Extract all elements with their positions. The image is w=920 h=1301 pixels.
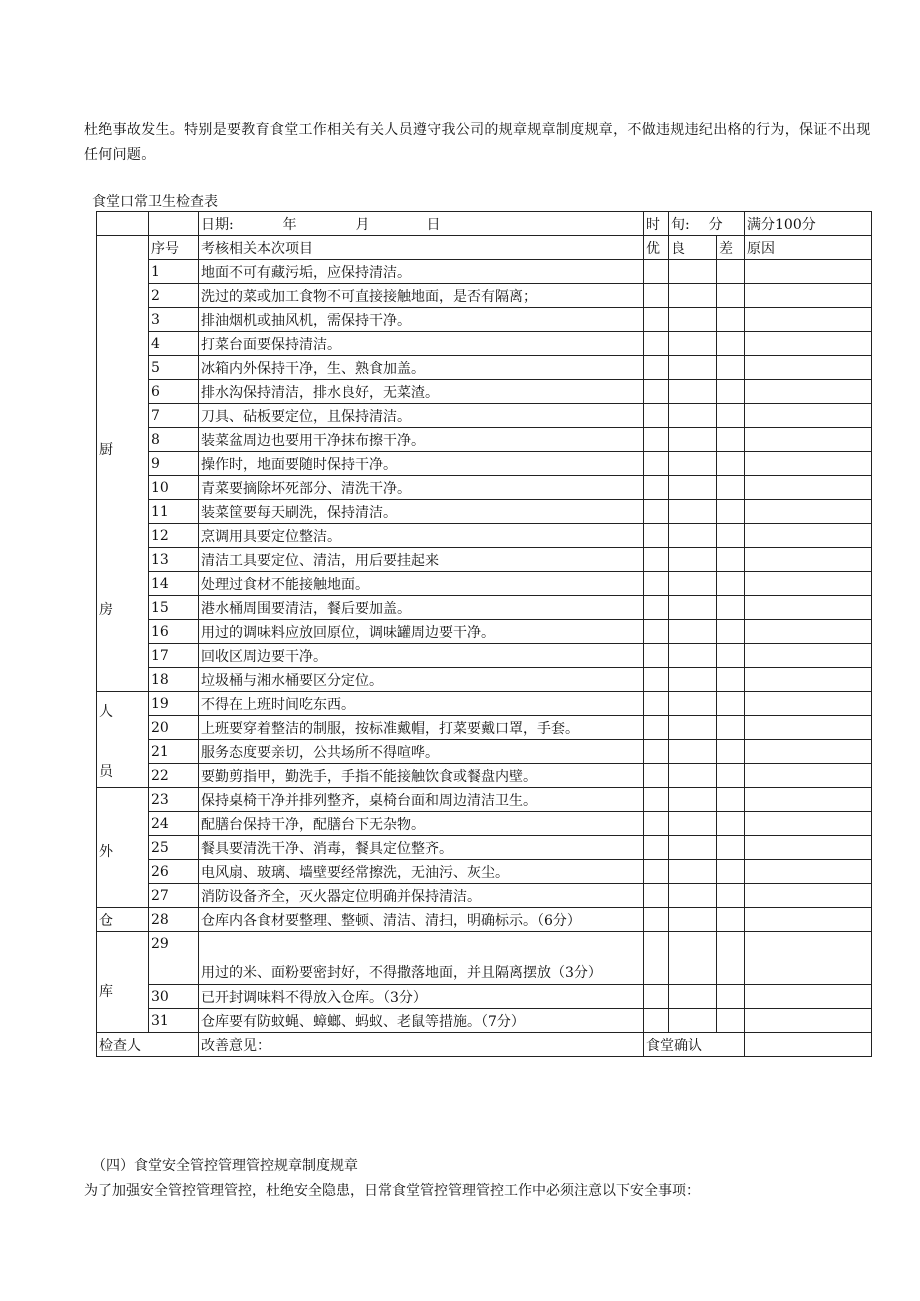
score-good[interactable]: [644, 740, 669, 764]
reason-cell[interactable]: [745, 788, 872, 812]
reason-cell[interactable]: [745, 356, 872, 380]
reason-cell[interactable]: [745, 500, 872, 524]
reason-cell[interactable]: [745, 452, 872, 476]
score-ok[interactable]: [669, 452, 717, 476]
table-row: 库 29 用过的米、面粉要密封好，不得撒落地面，并且隔离摆放（3分）: [97, 932, 872, 985]
score-good[interactable]: [644, 692, 669, 716]
score-bad[interactable]: [717, 644, 745, 668]
score-good[interactable]: [644, 620, 669, 644]
table-row: 24 配膳台保持干净，配膳台下无杂物。: [97, 812, 872, 836]
table-row: 3 排油烟机或抽风机，需保持干净。: [97, 308, 872, 332]
score-bad[interactable]: [717, 764, 745, 788]
score-bad[interactable]: [717, 932, 745, 985]
reason-cell[interactable]: [745, 908, 872, 932]
reason-cell[interactable]: [745, 692, 872, 716]
score-ok[interactable]: [669, 332, 717, 356]
score-ok[interactable]: [669, 716, 717, 740]
score-bad[interactable]: [717, 260, 745, 284]
score-bad[interactable]: [717, 476, 745, 500]
score-ok[interactable]: [669, 260, 717, 284]
reason-cell[interactable]: [745, 596, 872, 620]
score-bad[interactable]: [717, 596, 745, 620]
score-good[interactable]: [644, 668, 669, 692]
score-good[interactable]: [644, 788, 669, 812]
score-bad[interactable]: [717, 356, 745, 380]
score-ok[interactable]: [669, 740, 717, 764]
reason-cell[interactable]: [745, 380, 872, 404]
score-ok[interactable]: [669, 284, 717, 308]
score-good[interactable]: [644, 476, 669, 500]
reason-cell[interactable]: [745, 476, 872, 500]
score-bad[interactable]: [717, 284, 745, 308]
score-ok[interactable]: [669, 356, 717, 380]
reason-cell[interactable]: [745, 884, 872, 908]
improvement-field[interactable]: [199, 1033, 644, 1057]
improvement-label: 改善意见：: [201, 1037, 271, 1054]
table-row: 18 垃圾桶与湘水桶要区分定位。: [97, 668, 872, 692]
col-item: 考核相关本次项目: [199, 236, 644, 260]
category-outside: 外: [97, 788, 149, 908]
score-good[interactable]: [644, 836, 669, 860]
score-good[interactable]: [644, 500, 669, 524]
year-label: 年: [282, 216, 297, 233]
score-good[interactable]: [644, 428, 669, 452]
score-ok[interactable]: [669, 788, 717, 812]
table-row: 17 回收区周边要干净。: [97, 644, 872, 668]
score-good[interactable]: [644, 524, 669, 548]
category-store-1: 仓: [97, 908, 149, 932]
hygiene-checklist-table: [96, 211, 872, 1057]
reason-cell[interactable]: [745, 260, 872, 284]
inspector-label: 检查人: [97, 1033, 199, 1057]
score-ok[interactable]: [669, 812, 717, 836]
table-row: 30 已开封调味料不得放入仓库。（3分）: [97, 985, 872, 1009]
score-good[interactable]: [644, 812, 669, 836]
score-good[interactable]: [644, 380, 669, 404]
score-ok[interactable]: [669, 884, 717, 908]
score-ok[interactable]: [669, 668, 717, 692]
score-good[interactable]: [644, 596, 669, 620]
hour-label: 时: [644, 212, 669, 236]
reason-cell[interactable]: [745, 860, 872, 884]
score-bad[interactable]: [717, 428, 745, 452]
reason-cell[interactable]: [745, 716, 872, 740]
table-row: 20 上班要穿着整洁的制服，按标准戴帽，打菜要戴口罩，手套。: [97, 716, 872, 740]
xun-label: 旬:: [671, 216, 690, 233]
section-4-heading: （四）食堂安全管控管理管控规章制度规章: [92, 1158, 358, 1174]
day-label: 日: [426, 216, 441, 233]
category-store-2: 库: [97, 932, 149, 1033]
score-bad[interactable]: [717, 524, 745, 548]
table-row: 31 仓库要有防蚊蝇、蟑螂、蚂蚁、老鼠等措施。（7分）: [97, 1009, 872, 1033]
score-ok[interactable]: [669, 908, 717, 932]
score-good[interactable]: [644, 1009, 669, 1033]
reason-cell[interactable]: [745, 985, 872, 1009]
score-bad[interactable]: [717, 884, 745, 908]
score-bad[interactable]: [717, 716, 745, 740]
canteen-confirm-field[interactable]: [745, 1033, 872, 1057]
col-seq: 序号: [149, 236, 199, 260]
score-ok[interactable]: [669, 836, 717, 860]
score-good[interactable]: [644, 572, 669, 596]
score-ok[interactable]: [669, 596, 717, 620]
score-ok[interactable]: [669, 548, 717, 572]
xun-minute-cell: [669, 212, 745, 236]
reason-cell[interactable]: [745, 764, 872, 788]
score-good[interactable]: [644, 548, 669, 572]
table-row: 1 地面不可有藏污垢，应保持清洁。: [97, 260, 872, 284]
reason-cell[interactable]: [745, 932, 872, 985]
reason-cell[interactable]: [745, 308, 872, 332]
score-ok[interactable]: [669, 524, 717, 548]
table-row: 14 处理过食材不能接触地面。: [97, 572, 872, 596]
score-bad[interactable]: [717, 620, 745, 644]
reason-cell[interactable]: [745, 620, 872, 644]
col-bad: 差: [717, 236, 745, 260]
score-bad[interactable]: [717, 332, 745, 356]
score-ok[interactable]: [669, 860, 717, 884]
score-bad[interactable]: [717, 500, 745, 524]
score-good[interactable]: [644, 884, 669, 908]
score-good[interactable]: [644, 260, 669, 284]
table-row: 人 员 19 不得在上班时间吃东西。: [97, 692, 872, 716]
column-header-row: [97, 236, 872, 260]
table-row: 6 排水沟保持清洁，排水良好，无菜渣。: [97, 380, 872, 404]
score-ok[interactable]: [669, 476, 717, 500]
score-good[interactable]: [644, 308, 669, 332]
intro-paragraph: 杜绝事故发生。特别是要教育食堂工作相关有关人员遵守我公司的规章规章制度规章，不做违规违纪出格的行为，保证不出现任何问题。: [84, 122, 871, 163]
score-ok[interactable]: [669, 308, 717, 332]
table-row: 仓 28 仓库内各食材要整理、整顿、清洁、清扫，明确标示。（6分）: [97, 908, 872, 932]
table-row: 27 消防设备齐全，灭火器定位明确并保持清洁。: [97, 884, 872, 908]
score-bad[interactable]: [717, 985, 745, 1009]
reason-cell[interactable]: [745, 1009, 872, 1033]
date-cell: [199, 212, 644, 236]
score-bad[interactable]: [717, 572, 745, 596]
score-bad[interactable]: [717, 308, 745, 332]
date-label: 日期:: [201, 216, 234, 233]
score-bad[interactable]: [717, 548, 745, 572]
score-ok[interactable]: [669, 764, 717, 788]
score-bad[interactable]: [717, 380, 745, 404]
category-staff: 人 员: [97, 692, 149, 788]
section-4-paragraph: 为了加强安全管控管理管控，杜绝安全隐患，日常食堂管控管理管控工作中必须注意以下安全事项：: [84, 1183, 700, 1199]
header-row: [97, 212, 872, 236]
table-row: 9 操作时，地面要随时保持干净。: [97, 452, 872, 476]
reason-cell[interactable]: [745, 812, 872, 836]
score-good[interactable]: [644, 404, 669, 428]
score-ok[interactable]: [669, 1009, 717, 1033]
table-row: 外 23 保持桌椅干净并排列整齐，桌椅台面和周边清洁卫生。: [97, 788, 872, 812]
col-reason: 原因: [745, 236, 872, 260]
score-bad[interactable]: [717, 860, 745, 884]
table-row: 5 冰箱内外保持干净，生、熟食加盖。: [97, 356, 872, 380]
table-row: 15 港水桶周围要清洁，餐后要加盖。: [97, 596, 872, 620]
reason-cell[interactable]: [745, 428, 872, 452]
table-row: 8 装菜盆周边也要用干净抹布擦干净。: [97, 428, 872, 452]
table-row: 16 用过的调味料应放回原位，调味罐周边要干净。: [97, 620, 872, 644]
score-good[interactable]: [644, 908, 669, 932]
score-ok[interactable]: [669, 380, 717, 404]
reason-cell[interactable]: [745, 404, 872, 428]
score-ok[interactable]: [669, 692, 717, 716]
score-ok[interactable]: [669, 404, 717, 428]
col-good: 优: [644, 236, 669, 260]
reason-cell[interactable]: [745, 836, 872, 860]
score-bad[interactable]: [717, 1009, 745, 1033]
score-ok[interactable]: [669, 932, 717, 985]
table-row: 2 洗过的菜或加工食物不可直接接触地面，是否有隔离；: [97, 284, 872, 308]
score-good[interactable]: [644, 860, 669, 884]
signature-row: [97, 1033, 872, 1057]
score-ok[interactable]: [669, 572, 717, 596]
reason-cell[interactable]: [745, 524, 872, 548]
score-bad[interactable]: [717, 788, 745, 812]
table-row: 7 刀具、砧板要定位，且保持清洁。: [97, 404, 872, 428]
canteen-confirm-label: 食堂确认: [644, 1033, 745, 1057]
score-bad[interactable]: [717, 908, 745, 932]
table-row: 10 青菜要摘除坏死部分、清洗干净。: [97, 476, 872, 500]
reason-cell[interactable]: [745, 668, 872, 692]
score-bad[interactable]: [717, 740, 745, 764]
score-bad[interactable]: [717, 812, 745, 836]
score-bad[interactable]: [717, 836, 745, 860]
score-ok[interactable]: [669, 428, 717, 452]
score-good[interactable]: [644, 764, 669, 788]
score-good[interactable]: [644, 644, 669, 668]
reason-cell[interactable]: [745, 284, 872, 308]
score-good[interactable]: [644, 332, 669, 356]
full-score-label: 满分100分: [745, 212, 872, 236]
table-row: 13 清洁工具要定位、清洁，用后要挂起来: [97, 548, 872, 572]
table-row: 21 服务态度要亲切，公共场所不得喧哗。: [97, 740, 872, 764]
table-row: 25 餐具要清洗干净、消毒，餐具定位整齐。: [97, 836, 872, 860]
category-kitchen: 厨 房: [97, 236, 149, 692]
score-ok[interactable]: [669, 500, 717, 524]
score-bad[interactable]: [717, 404, 745, 428]
score-good[interactable]: [644, 356, 669, 380]
month-label: 月: [355, 216, 370, 233]
score-bad[interactable]: [717, 452, 745, 476]
score-ok[interactable]: [669, 620, 717, 644]
score-good[interactable]: [644, 284, 669, 308]
minute-label: 分: [708, 216, 723, 233]
col-ok: 良: [669, 236, 717, 260]
table-row: 26 电风扇、玻璃、墙壁要经常擦洗，无油污、灰尘。: [97, 860, 872, 884]
table-title: 食堂口常卫生检查表: [92, 194, 218, 210]
score-ok[interactable]: [669, 985, 717, 1009]
table-row: 22 要勤剪指甲，勤洗手，手指不能接触饮食或餐盘内壁。: [97, 764, 872, 788]
reason-cell[interactable]: [745, 644, 872, 668]
score-ok[interactable]: [669, 644, 717, 668]
score-bad[interactable]: [717, 668, 745, 692]
score-good[interactable]: [644, 985, 669, 1009]
table-row: 12 烹调用具要定位整洁。: [97, 524, 872, 548]
table-row: 11 装菜筐要每天刷洗，保持清洁。: [97, 500, 872, 524]
reason-cell[interactable]: [745, 332, 872, 356]
score-good[interactable]: [644, 716, 669, 740]
reason-cell[interactable]: [745, 740, 872, 764]
score-good[interactable]: [644, 932, 669, 985]
table-row: 4 打菜台面要保持清洁。: [97, 332, 872, 356]
reason-cell[interactable]: [745, 572, 872, 596]
score-good[interactable]: [644, 452, 669, 476]
reason-cell[interactable]: [745, 548, 872, 572]
score-bad[interactable]: [717, 692, 745, 716]
